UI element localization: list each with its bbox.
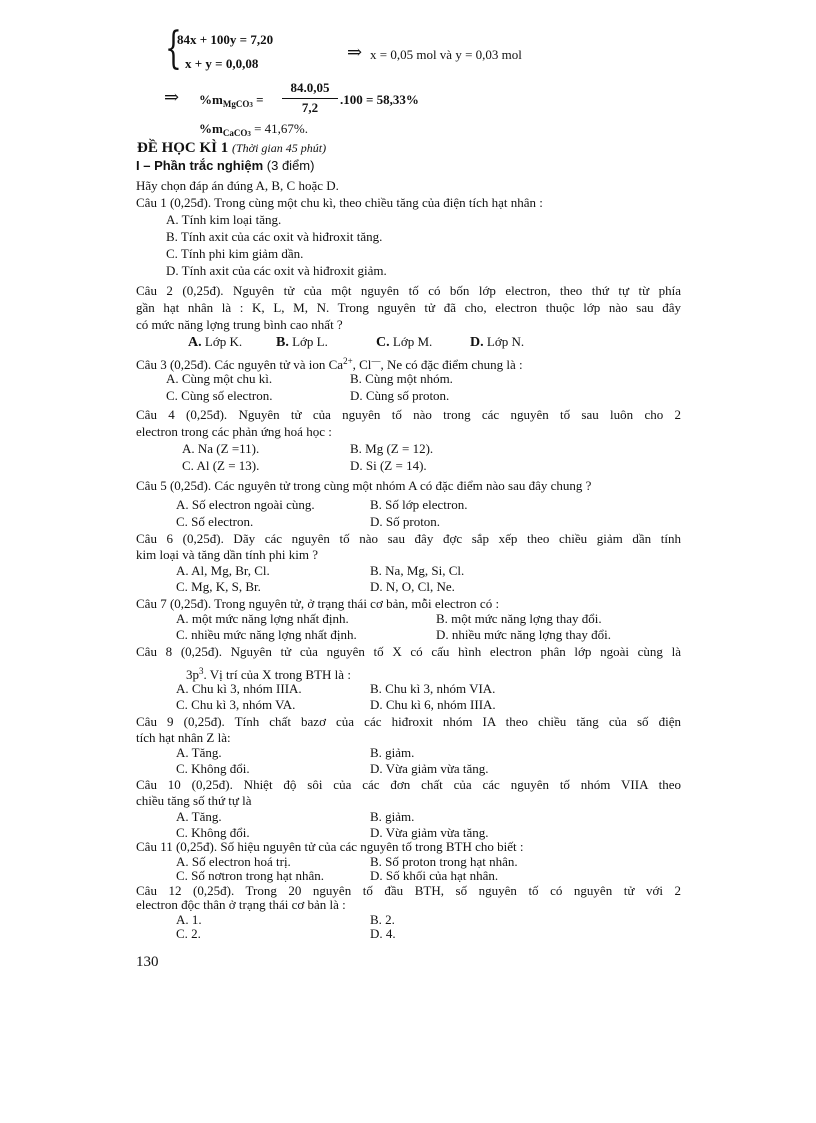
- question-4-option-c[interactable]: C. Al (Z = 13).: [182, 458, 260, 473]
- implies-arrow-icon: ⇒: [347, 42, 363, 62]
- question-2-option-d[interactable]: D. Lớp N.: [470, 334, 525, 350]
- mgco3-percent-label: $\%m_{MgCO3}$ =: [199, 92, 264, 109]
- question-5-option-c[interactable]: C. Số electron.: [176, 514, 254, 529]
- exam-title: ĐỀ HỌC KÌ 1 (Thời gian 45 phút): [137, 140, 327, 156]
- question-1-option-a[interactable]: A. Tính kim loại tăng.: [166, 212, 282, 227]
- question-2-option-c[interactable]: C. Lớp M.: [376, 334, 433, 350]
- question-9-stem-line-2: tích hạt nhân Z là:: [136, 730, 231, 745]
- question-11-option-c[interactable]: C. Số nơtron trong hạt nhân.: [176, 868, 325, 883]
- question-10-option-b[interactable]: B. giảm.: [370, 809, 415, 824]
- question-8-option-c[interactable]: C. Chu kì 3, nhóm VA.: [176, 697, 296, 712]
- mgco3-fraction-numerator: 84.0,05: [290, 80, 330, 95]
- question-10-stem-line-1: Câu 10 (0,25đ). Nhiệt độ sôi của các đơn chất của các nguyên tố nhóm VIIA theo: [136, 777, 681, 792]
- question-1-option-d[interactable]: D. Tính axit của các oxit và hiđroxit giảm.: [166, 263, 387, 278]
- mgco3-result: .100 = 58,33%: [340, 92, 419, 107]
- system-result: x = 0,05 mol và y = 0,03 mol: [370, 47, 522, 62]
- question-4-stem-line-1: Câu 4 (0,25đ). Nguyên tử của nguyên tố nào trong các nguyên tố sau luôn cho 2: [136, 407, 681, 422]
- question-12-stem-line-1: Câu 12 (0,25đ). Trong 20 nguyên tố đầu BTH, số nguyên tố có nguyên tử với 2: [136, 883, 681, 898]
- question-7-option-a[interactable]: A. một mức năng lợng nhất định.: [176, 611, 349, 626]
- question-5-option-b[interactable]: B. Số lớp electron.: [370, 497, 468, 512]
- question-3-stem: Câu 3 (0,25đ). Các nguyên tử và ion $Ca^{2+}$, Cl—, Ne có đặc điểm chung là :: [136, 356, 523, 372]
- caco3-percent-line: $\%m_{CaCO3} = 41,67\%$.: [199, 121, 309, 138]
- question-10-stem-line-2: chiều tăng số thứ tự là: [136, 793, 252, 808]
- question-6-option-c[interactable]: C. Mg, K, S, Br.: [176, 579, 261, 594]
- system-brace: {: [165, 23, 182, 74]
- question-5-option-d[interactable]: D. Số proton.: [370, 514, 441, 529]
- question-10-option-a[interactable]: A. Tăng.: [176, 809, 222, 824]
- question-5-option-a[interactable]: A. Số electron ngoài cùng.: [176, 497, 315, 512]
- question-11-stem: Câu 11 (0,25đ). Số hiệu nguyên tử của các nguyên tố trong BTH cho biết :: [136, 839, 524, 854]
- question-8-option-d[interactable]: D. Chu kì 6, nhóm IIIA.: [370, 697, 496, 712]
- question-3-option-d[interactable]: D. Cùng số proton.: [350, 388, 450, 403]
- question-1-option-b[interactable]: B. Tính axit của các oxit và hiđroxit tăng.: [166, 229, 383, 244]
- question-7-option-b[interactable]: B. một mức năng lợng thay đổi.: [436, 611, 602, 626]
- section-heading: I – Phần trắc nghiệm (3 điểm): [136, 158, 315, 173]
- question-6-stem-line-1: Câu 6 (0,25đ). Dãy các nguyên tố nào sau đây đợc sắp xếp theo chiều giảm dần tính: [136, 531, 681, 546]
- question-8-option-b[interactable]: B. Chu kì 3, nhóm VIA.: [370, 681, 496, 696]
- question-12-option-d[interactable]: D. 4.: [370, 926, 396, 941]
- question-9-option-c[interactable]: C. Không đổi.: [176, 761, 250, 776]
- question-1-option-c[interactable]: C. Tính phi kim giảm dần.: [166, 246, 304, 261]
- question-12-option-a[interactable]: A. 1.: [176, 912, 202, 927]
- question-9-option-d[interactable]: D. Vừa giảm vừa tăng.: [370, 761, 489, 776]
- mgco3-fraction-denominator: 7,2: [301, 100, 319, 115]
- question-4-option-b[interactable]: B. Mg (Z = 12).: [350, 441, 434, 456]
- page-number: 130: [136, 954, 159, 970]
- question-2-stem-line-2: gần hạt nhân là : K, L, M, N. Trong nguyên tử đã cho, electron thuộc lớp nào sau đây: [136, 300, 681, 315]
- question-4-stem-line-2: electron trong các phản ứng hoá học :: [136, 424, 332, 439]
- equation-line-1: 84x + 100y = 7,20: [177, 32, 274, 47]
- question-7-option-d[interactable]: D. nhiều mức năng lợng thay đổi.: [436, 627, 611, 642]
- question-3-option-a[interactable]: A. Cùng một chu kì.: [166, 371, 273, 386]
- question-2-option-b[interactable]: B. Lớp L.: [276, 334, 328, 350]
- question-3-option-c[interactable]: C. Cùng số electron.: [166, 388, 273, 403]
- question-2-option-a[interactable]: A. Lớp K.: [188, 334, 243, 350]
- question-6-stem-line-2: kim loại và tăng dần tính phi kim ?: [136, 547, 318, 562]
- question-5-stem: Câu 5 (0,25đ). Các nguyên tử trong cùng một nhóm A có đặc điểm nào sau đây chung ?: [136, 478, 592, 493]
- question-12-stem-line-2: electron độc thân ở trạng thái cơ bản là :: [136, 897, 346, 912]
- question-12-option-b[interactable]: B. 2.: [370, 912, 395, 927]
- question-4-option-d[interactable]: D. Si (Z = 14).: [350, 458, 427, 473]
- question-11-option-a[interactable]: A. Số electron hoá trị.: [176, 854, 291, 869]
- question-11-option-b[interactable]: B. Số proton trong hạt nhân.: [370, 854, 518, 869]
- question-8-stem-line-1: Câu 8 (0,25đ). Nguyên tử của nguyên tố X có cấu hình electron phân lớp ngoài cùng là: [136, 644, 681, 659]
- question-1-stem: Câu 1 (0,25đ). Trong cùng một chu kì, theo chiều tăng của điện tích hạt nhân :: [136, 195, 543, 210]
- question-2-stem-line-3: có mức năng lợng trung bình cao nhất ?: [136, 317, 343, 332]
- question-9-stem-line-1: Câu 9 (0,25đ). Tính chất bazơ của các hiđroxit nhóm IA theo chiều tăng của số điện: [136, 714, 681, 729]
- question-8-option-a[interactable]: A. Chu kì 3, nhóm IIIA.: [176, 681, 302, 696]
- question-3-option-b[interactable]: B. Cùng một nhóm.: [350, 371, 453, 386]
- question-7-option-c[interactable]: C. nhiều mức năng lợng nhất định.: [176, 627, 357, 642]
- question-9-option-b[interactable]: B. giảm.: [370, 745, 415, 760]
- question-10-option-c[interactable]: C. Không đổi.: [176, 825, 250, 840]
- question-6-option-a[interactable]: A. Al, Mg, Br, Cl.: [176, 563, 270, 578]
- question-4-option-a[interactable]: A. Na (Z =11).: [182, 441, 260, 456]
- question-12-option-c[interactable]: C. 2.: [176, 926, 201, 941]
- question-10-option-d[interactable]: D. Vừa giảm vừa tăng.: [370, 825, 489, 840]
- question-11-option-d[interactable]: D. Số khối của hạt nhân.: [370, 868, 499, 883]
- question-6-option-b[interactable]: B. Na, Mg, Si, Cl.: [370, 563, 465, 578]
- question-8-stem-line-2: $3p^3$. Vị trí của X trong BTH là :: [186, 666, 351, 682]
- fraction-bar: [282, 98, 338, 99]
- equation-line-2: x + y = 0,0,08: [185, 56, 259, 71]
- question-6-option-d[interactable]: D. N, O, Cl, Ne.: [370, 579, 455, 594]
- question-2-stem-line-1: Câu 2 (0,25đ). Nguyên tử của một nguyên tố có bốn lớp electron, theo thứ tự từ phía: [136, 283, 681, 298]
- instruction: Hãy chọn đáp án đúng A, B, C hoặc D.: [136, 178, 339, 193]
- implies-arrow-icon: ⇒: [164, 87, 180, 107]
- question-7-stem: Câu 7 (0,25đ). Trong nguyên tử, ở trạng thái cơ bản, mỗi electron có :: [136, 596, 500, 611]
- question-9-option-a[interactable]: A. Tăng.: [176, 745, 222, 760]
